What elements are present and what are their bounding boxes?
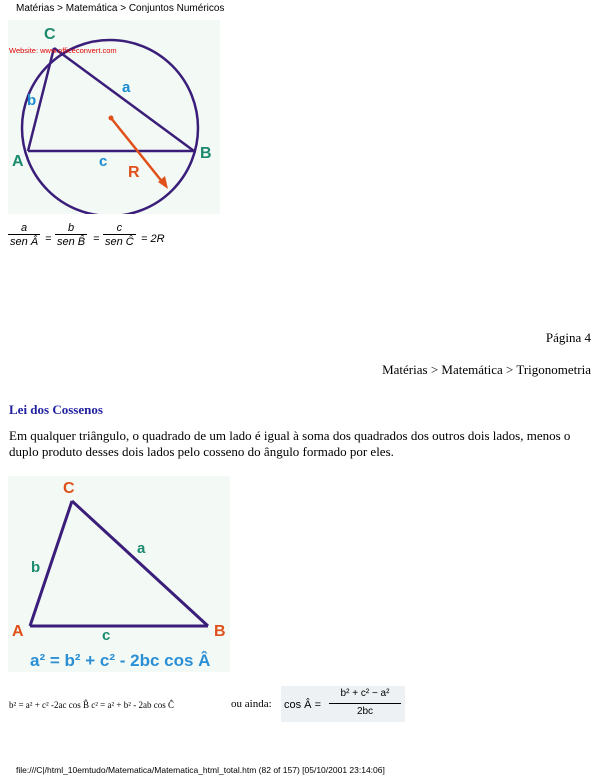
- fraction-a-den: sen Â: [10, 236, 39, 248]
- side-b-label: b: [31, 559, 41, 576]
- cos-a-numerator: b² + c² − a²: [340, 688, 390, 699]
- cos-a-formula: [281, 686, 405, 722]
- side-b-label: b: [27, 92, 37, 109]
- fraction-c-den: sen Ĉ: [105, 236, 134, 248]
- section-body-text: Em qualquer triângulo, o quadrado de um lado é igual à soma dos quadrados dos outros dois lados, menos o duplo produto desses dois lados pelo cosseno do ângulo formado por eles.: [9, 428, 571, 459]
- cos-a-denominator: 2bc: [356, 706, 374, 717]
- watermark: Website: www.officeconvert.com: [9, 46, 117, 55]
- ou-ainda-text: ou ainda:: [231, 698, 272, 710]
- breadcrumb-section: Matérias > Matemática > Trigonometria: [382, 362, 591, 377]
- law-of-cosines-diagram: [8, 476, 230, 672]
- radius-label: R: [128, 164, 140, 181]
- law-of-sines: [8, 222, 188, 258]
- side-c-label: c: [102, 627, 111, 644]
- vertex-b-label: B: [214, 623, 226, 640]
- fraction-a: [8, 222, 40, 248]
- vertex-c-label: C: [44, 26, 56, 43]
- center-point: [109, 116, 114, 121]
- cos-a-lhs: cos Â =: [284, 699, 321, 711]
- law-of-cosines-formula: a² = b² + c² - 2bc cos Â: [30, 651, 211, 670]
- formula-line: [9, 688, 409, 720]
- vertex-c-label: C: [63, 480, 75, 497]
- vertex-a-label: A: [12, 623, 24, 640]
- side-a-label: a: [137, 540, 146, 557]
- law-of-cosines-figure: [8, 476, 230, 672]
- vertex-a-label: A: [12, 153, 24, 170]
- fraction-c: [103, 222, 136, 248]
- side-c-label: c: [99, 153, 108, 170]
- page-number: Página 4: [545, 330, 591, 345]
- breadcrumb-top: Matérias > Matemática > Conjuntos Numéricos: [16, 3, 225, 14]
- cosine-law-variants: b² = a² + c² -2ac cos B̂ c² = a² + b² - 2ab cos Ĉ: [9, 700, 174, 710]
- footer-file-path: file:///C|/html_10emtudo/Matematica/Matematica_html_total.htm (82 of 157) [05/10/2001 23:14:06]: [16, 765, 385, 775]
- equals-2r: = 2R: [141, 233, 165, 245]
- equals-1: =: [45, 233, 52, 245]
- section-title: Lei dos Cossenos: [9, 402, 103, 417]
- fraction-a-num: a: [21, 222, 28, 234]
- fraction-b: [55, 222, 87, 248]
- fraction-b-num: b: [68, 222, 75, 234]
- fraction-b-den: sen B̂: [57, 236, 86, 248]
- equals-2: =: [93, 233, 100, 245]
- cos-a-fraction-bar: [329, 703, 401, 704]
- fraction-c-num: c: [116, 222, 123, 234]
- vertex-b-label: B: [200, 145, 212, 162]
- side-a-label: a: [122, 79, 131, 96]
- side-a-line: [72, 501, 208, 626]
